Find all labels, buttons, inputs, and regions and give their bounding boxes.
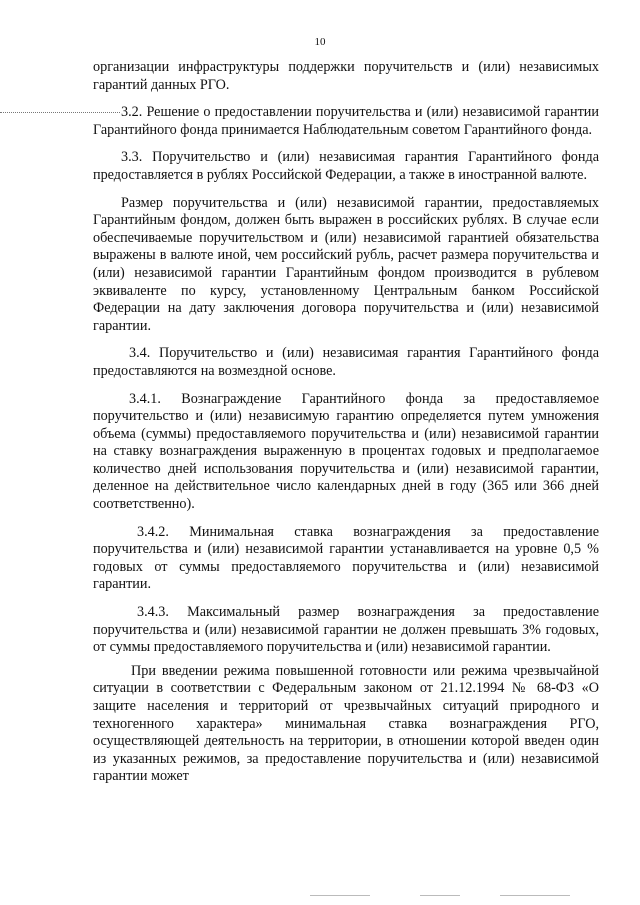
paragraph-3-4-2: 3.4.2. Минимальная ставка вознаграждения за предоставление поручительства и (или) независимой гарантии устанавливается на уровне 0,5 % годовых от суммы предоставляемого поручительства и (или) независимой гарантии. xyxy=(93,523,599,593)
scan-artifact-bottom xyxy=(300,895,600,899)
paragraph-emergency: При введении режима повышенной готовности или режима чрезвычайной ситуации в соответствии с Федеральным законом от 21.12.1994 № 68-ФЗ «О защите населения и территорий от чрезвычайных ситуаций природного и техногенного характера» минимальная ставка вознаграждения РГО, осуществляющей деятельность на территории, в отношении которой введен один из указанных режимов, за предоставление поручительства и (или) независимой гарантии может xyxy=(93,662,599,785)
paragraph-3-2: 3.2. Решение о предоставлении поручительства и (или) независимой гарантии Гарантийного фонда принимается Наблюдательным советом Гарантийного фонда. xyxy=(93,104,599,138)
paragraph-3-4: 3.4. Поручительство и (или) независимая гарантия Гарантийного фонда предоставляются на возмездной основе. xyxy=(93,345,599,379)
paragraph-3-4-1: 3.4.1. Вознаграждение Гарантийного фонда за предоставляемое поручительство и (или) независимую гарантию определяется путем умножения объема (суммы) предоставляемого поручительства и (или) независимой гарантии на ставку вознаграждения выраженную в процентах годовых и предполагаемое количество дней использования поручительства и (или) независимой гарантии, деленное на действительное число календарных дней в году (365 или 366 дней соответственно). xyxy=(93,390,599,513)
paragraph-3-3: 3.3. Поручительство и (или) независимая гарантия Гарантийного фонда предоставляется в рублях Российской Федерации, а также в иностранной валюте. xyxy=(93,149,599,183)
page-number: 10 xyxy=(314,36,326,48)
paragraph-intro: организации инфраструктуры поддержки поручительств и (или) независимых гарантий данных РГО. xyxy=(93,59,599,93)
paragraph-3-4-3: 3.4.3. Максимальный размер вознаграждения за предоставление поручительства и (или) независимой гарантии не должен превышать 3% годовых, от суммы предоставляемого поручительства и (или) независимой гарантии. xyxy=(93,604,599,656)
paragraph-size: Размер поручительства и (или) независимой гарантии, предоставляемых Гарантийным фондом, должен быть выражен в российских рублях. В случае если обеспечиваемые поручительством и (или) независимой гарантией обязательства выражены в валюте иной, чем российский рубль, расчет размера поручительства и (или) независимой гарантии Гарантийным фондом производится в рублевом эквиваленте по курсу, установленному Центральным банком Российской Федерации на дату заключения договора поручительства и (или) независимой гарантии. xyxy=(93,194,599,334)
document-body xyxy=(93,59,599,786)
